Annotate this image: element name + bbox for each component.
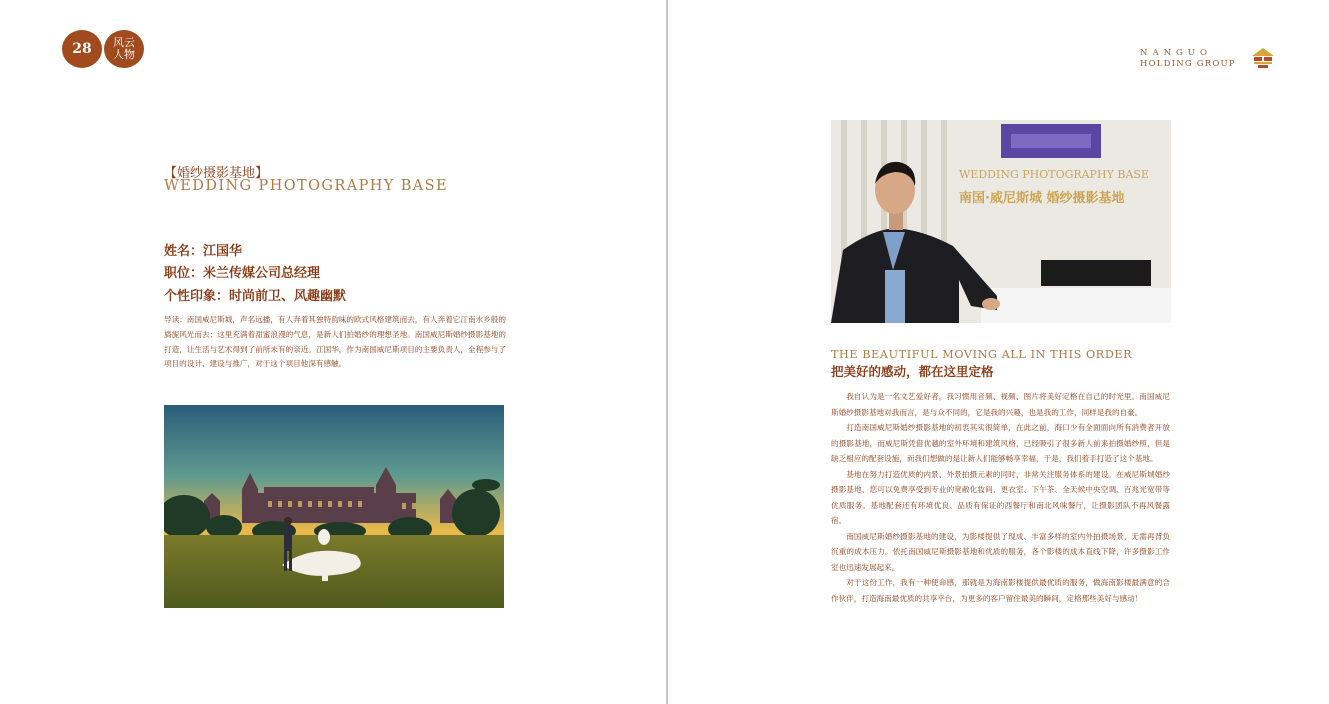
logo-number-badge [62, 30, 102, 68]
section-title-cn: 【婚纱摄影基地】 [164, 166, 269, 181]
profile-name: 姓名：江国华 [164, 244, 243, 259]
article-paragraph: 对于这份工作，我有一种使命感，那就是为海南影楼提供最优质的服务，做海南影楼最满意的合作伙伴，打造海南最优质的共享平台，为更多的客户留住最美的瞬间，定格那些美好与感动！ [831, 578, 1170, 603]
article-paragraph: 基地在努力打造优质的内景、外景拍摄元素的同时，非常关注服务体系的建设。在威尼斯城婚纱摄影基地，您可以免费享受到专业的宽敞化妆间、更衣室、下午茶、全天候中央空调、百兆光宽带等优质服务。基地配套还有环境优良、品质有保证的西餐厅和南北风味餐厅，让摄影团队不再风餐露宿。 [831, 469, 1170, 525]
section-title-en: WEDDING PHOTOGRAPHY BASE [164, 178, 448, 194]
brand-line1: NANGUO [1140, 48, 1212, 58]
quote-cn: 把美好的感动，都在这里定格 [831, 364, 994, 379]
sign-line1: WEDDING PHOTOGRAPHY BASE [959, 168, 1149, 181]
article-body [831, 389, 1170, 606]
logo-text-line1: 风云 [113, 36, 135, 49]
brand-line2: HOLDING GROUP [1140, 59, 1236, 69]
magazine-logo [62, 30, 146, 68]
article-paragraph: 南国威尼斯婚纱摄影基地的建设，为影楼提供了现成、丰富多样的室内外拍摄场景，无需再背负沉重的成本压力。依托南国威尼斯摄影基地和优质的服务，各个影楼的成本直线下降，许多摄影工作室也迅速发展起来。 [831, 531, 1170, 572]
logo-text-line2: 人物 [113, 48, 135, 61]
article-paragraph: 打造南国威尼斯婚纱摄影基地的初衷其实很简单，在此之前，海口少有全面面向所有消费者开放的摄影基地，而威尼斯凭借优越的室外环境和建筑风格，已经吸引了很多新人前来拍摄婚纱照，但是缺乏相应的配套设施，而我们想做的是让新人们能够畅享幸福，于是，我们着手打造了这个基地。 [831, 423, 1170, 463]
logo-text-badge [104, 30, 144, 68]
nanguo-logo-icon [1252, 48, 1274, 68]
sign-line2: 南国·威尼斯城 婚纱摄影基地 [959, 191, 1125, 206]
quote-en: THE BEAUTIFUL MOVING ALL IN THIS ORDER [831, 348, 1133, 361]
right-page [668, 0, 1329, 704]
profile-position: 职位：米兰传媒公司总经理 [164, 266, 321, 281]
logo-number: 28 [72, 41, 92, 57]
nanguo-brand [1140, 48, 1280, 72]
portrait-photo [831, 120, 1171, 323]
wedding-castle-photo [164, 405, 504, 608]
article-paragraph: 我自认为是一名文艺爱好者，我习惯用音频、视频、图片将美好定格在自己的时光里。南国威尼斯婚纱摄影基地对我而言，是与众不同的，它是我的兴趣，也是我的工作，同样是我的自豪。 [831, 392, 1170, 417]
intro-paragraph: 导读：南国威尼斯城，声名远播，有人奔着其独特韵味的欧式风格建筑而去，有人奔着它江南水乡般的旖旎风光而去；这里充满着甜蜜浪漫的气息，是新人们拍婚纱的理想圣地。南国威尼斯婚纱摄影基地的打造，让生活与艺术得到了前所未有的亲近。江国华，作为南国威尼斯项目的主要负责人，全程参与了项目的设计、建设与推广，对于这个项目他深有感触。 [164, 315, 506, 369]
profile-impression: 个性印象：时尚前卫、风趣幽默 [164, 289, 347, 304]
